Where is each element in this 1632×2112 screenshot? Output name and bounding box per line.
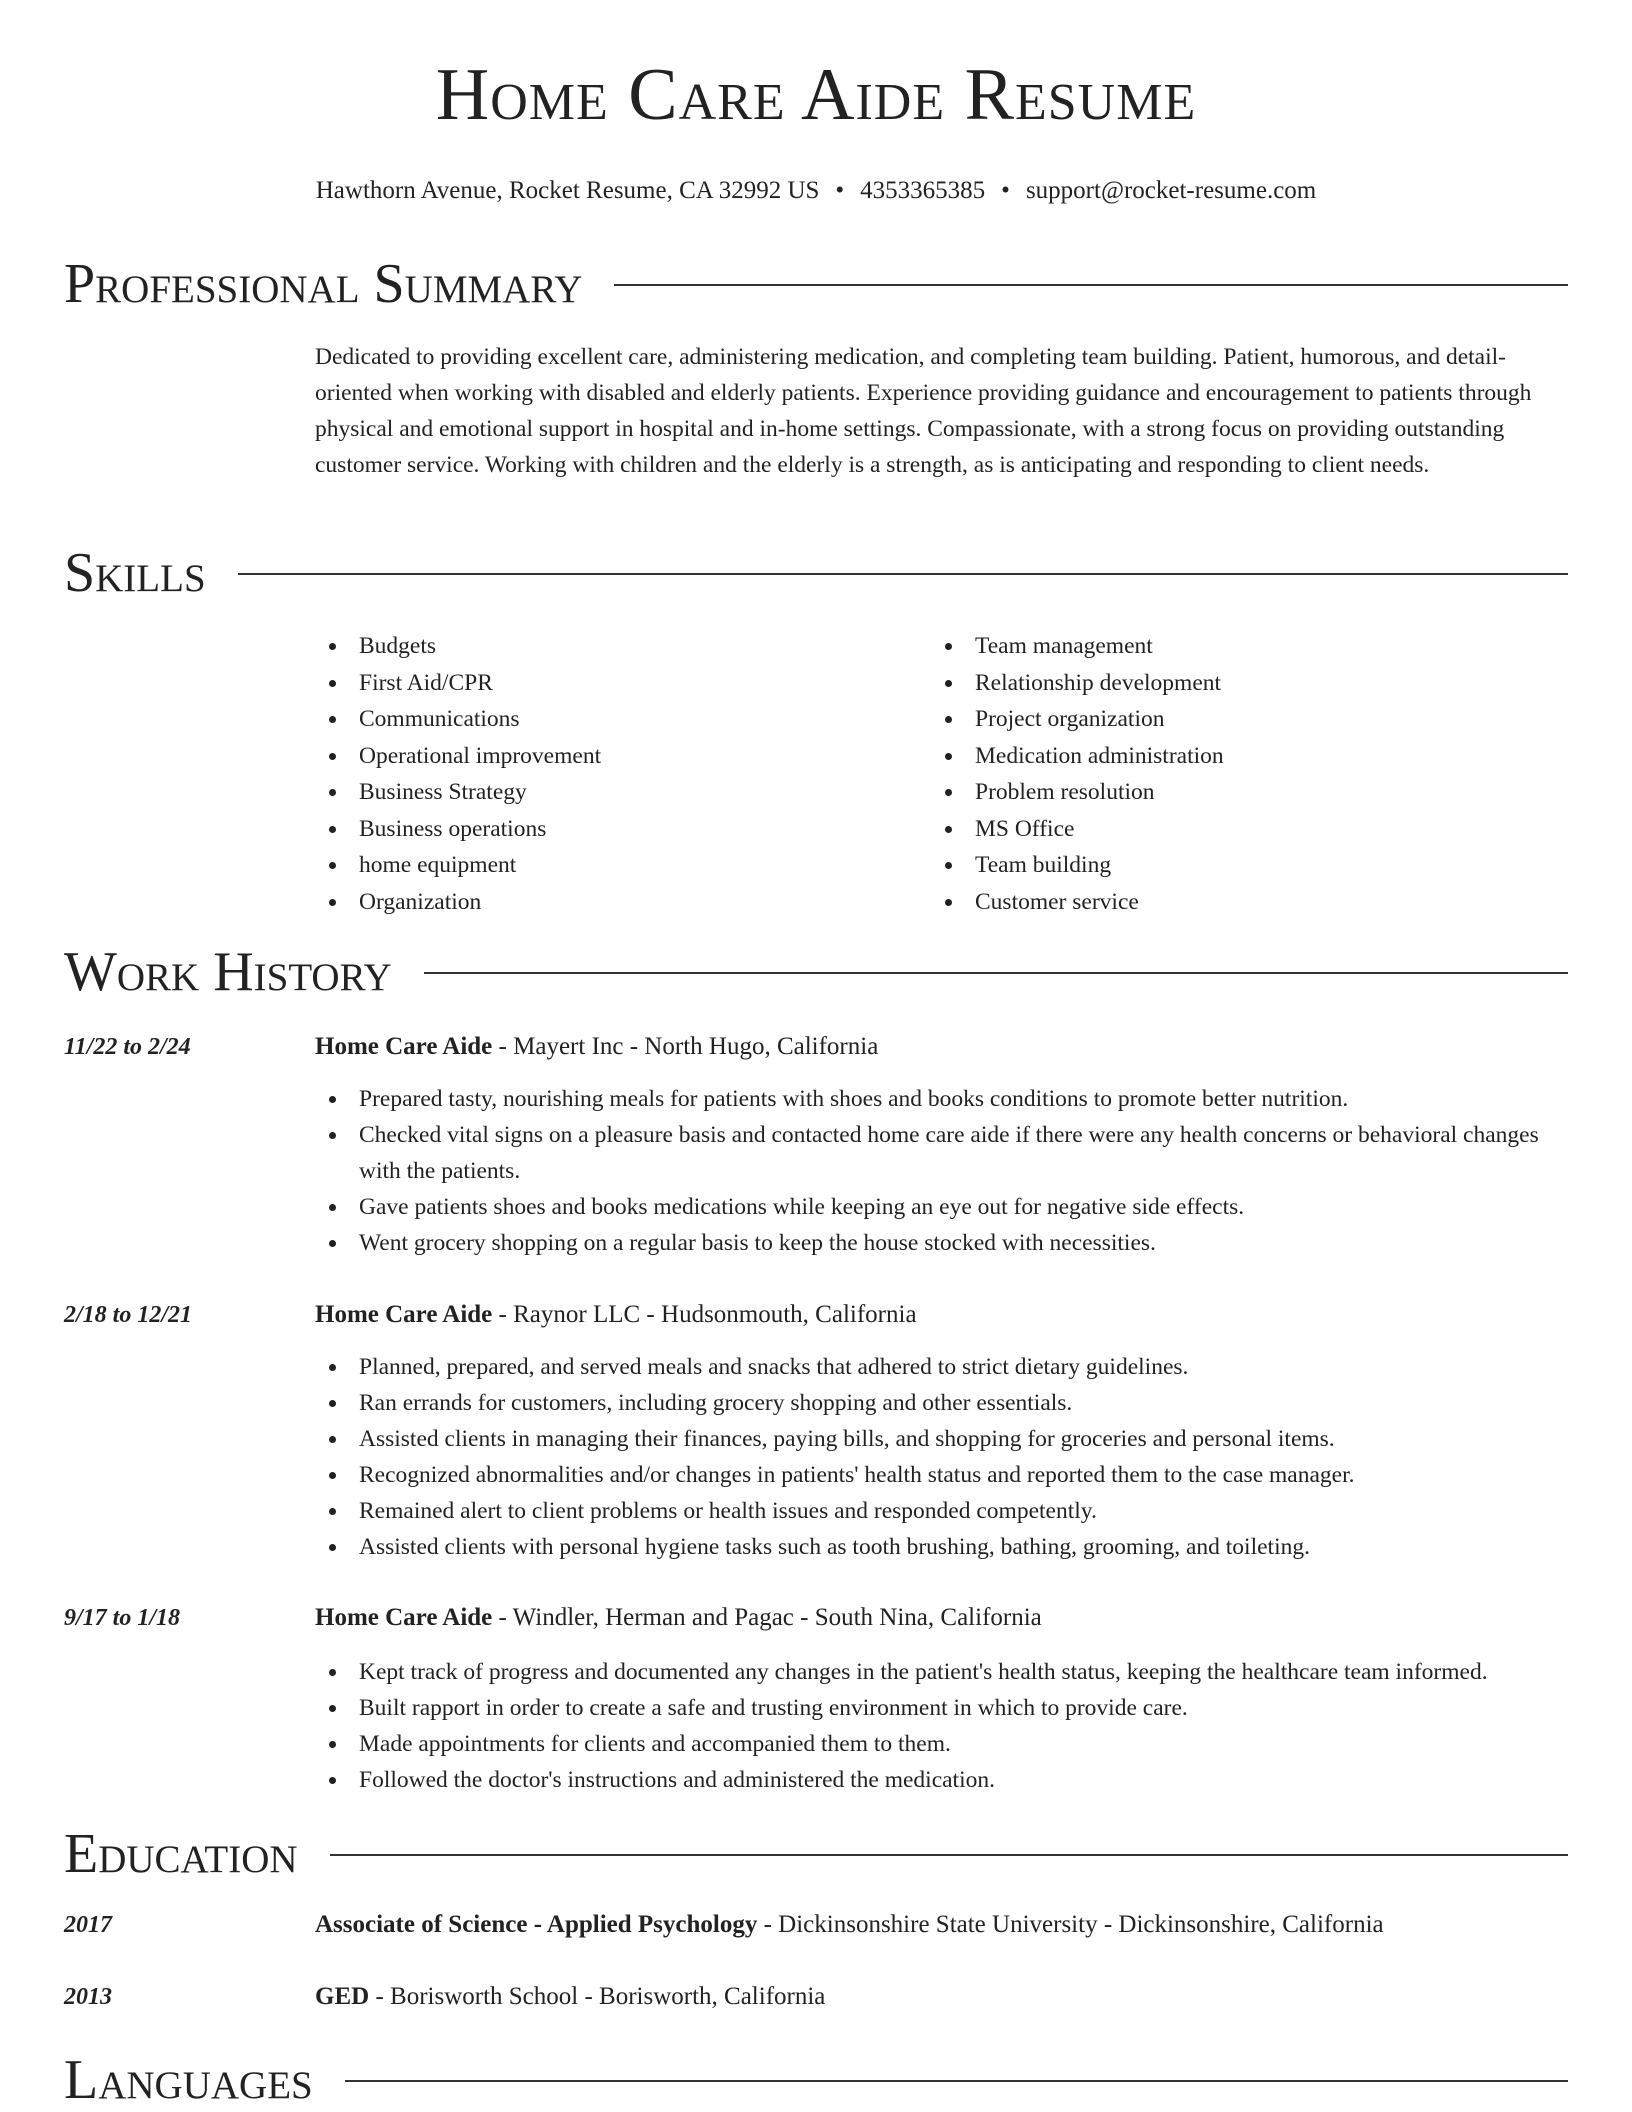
skill-item: Communications xyxy=(315,701,601,738)
skill-item: First Aid/CPR xyxy=(315,665,601,702)
languages-heading: Languages xyxy=(64,2049,313,2111)
skill-item: Problem resolution xyxy=(931,774,1224,811)
job-title: Home Care Aide xyxy=(315,1033,493,1060)
work-history-heading: Work History xyxy=(64,941,392,1003)
education-details: - Borisworth School - Borisworth, California xyxy=(369,1983,826,2010)
job-bullet: Assisted clients with personal hygiene tasks such as tooth brushing, bathing, grooming, and toileting. xyxy=(315,1529,1568,1565)
section-divider xyxy=(330,1854,1568,1856)
education-details: - Dickinsonshire State University - Dickinsonshire, California xyxy=(757,1911,1384,1938)
education-degree: Associate of Science - Applied Psychology xyxy=(315,1911,758,1938)
education-year: 2017 xyxy=(64,1912,112,1938)
education-degree: GED xyxy=(315,1983,370,2010)
job-bullets xyxy=(315,1654,1568,1798)
job-bullet: Recognized abnormalities and/or changes in patients' health status and reported them to the case manager. xyxy=(315,1457,1568,1493)
contact-address: Hawthorn Avenue, Rocket Resume, CA 32992 US xyxy=(315,177,820,204)
education-year: 2013 xyxy=(64,1984,112,2010)
skill-item: Organization xyxy=(315,884,601,921)
job-bullet: Went grocery shopping on a regular basis to keep the house stocked with necessities. xyxy=(315,1225,1568,1261)
job-title: Home Care Aide xyxy=(315,1604,493,1631)
section-divider xyxy=(345,2080,1568,2082)
skill-item: Team building xyxy=(931,847,1224,884)
education-entry xyxy=(315,1910,1568,1940)
summary-section-header xyxy=(64,254,1568,314)
education-heading: Education xyxy=(64,1823,298,1885)
job-header xyxy=(315,1300,1568,1330)
skills-heading: Skills xyxy=(64,542,206,604)
job-bullet: Ran errands for customers, including grocery shopping and other essentials. xyxy=(315,1385,1568,1421)
skill-item: MS Office xyxy=(931,811,1224,848)
job-bullet: Made appointments for clients and accompanied them to them. xyxy=(315,1726,1568,1762)
languages-section-header xyxy=(64,2050,1568,2110)
education-section-header xyxy=(64,1824,1568,1884)
skills-list-left xyxy=(315,628,601,920)
section-divider xyxy=(238,573,1568,575)
skill-item: Business operations xyxy=(315,811,601,848)
job-details: - Mayert Inc - North Hugo, California xyxy=(492,1033,879,1060)
job-bullet: Checked vital signs on a pleasure basis and contacted home care aide if there were any health concerns or behavioral changes with the patients. xyxy=(315,1117,1568,1189)
job-bullets xyxy=(315,1349,1568,1565)
job-bullet: Gave patients shoes and books medications while keeping an eye out for negative side effects. xyxy=(315,1189,1568,1225)
job-bullet: Prepared tasty, nourishing meals for patients with shoes and books conditions to promote better nutrition. xyxy=(315,1081,1568,1117)
job-bullet: Assisted clients in managing their finances, paying bills, and shopping for groceries and personal items. xyxy=(315,1421,1568,1457)
job-bullet: Planned, prepared, and served meals and snacks that adhered to strict dietary guidelines. xyxy=(315,1349,1568,1385)
job-header xyxy=(315,1032,1568,1062)
skill-item: Team management xyxy=(931,628,1224,665)
job-dates: 9/17 to 1/18 xyxy=(64,1605,181,1631)
skills-section-header xyxy=(64,543,1568,603)
job-bullets xyxy=(315,1081,1568,1261)
skill-item: Medication administration xyxy=(931,738,1224,775)
work-history-section-header xyxy=(64,942,1568,1002)
contact-email[interactable]: support@rocket-resume.com xyxy=(1025,177,1317,204)
job-bullet: Followed the doctor's instructions and administered the medication. xyxy=(315,1762,1568,1798)
skill-item: Project organization xyxy=(931,701,1224,738)
contact-separator: • xyxy=(835,177,845,204)
job-title: Home Care Aide xyxy=(315,1301,493,1328)
contact-phone: 4353365385 xyxy=(860,177,986,204)
job-bullet: Built rapport in order to create a safe and trusting environment in which to provide care. xyxy=(315,1690,1568,1726)
summary-text: Dedicated to providing excellent care, administering medication, and completing team building. Patient, humorous, and detail-oriented when working with disabled and elderly patients. Experience providing guidance and encouragement to patients through physical and emotional support in hospital and in-home settings. Compassionate, with a strong focus on providing outstanding customer service. Working with children and the elderly is a strength, as is anticipating and responding to client needs. xyxy=(315,344,1532,478)
education-entry xyxy=(315,1982,1568,2012)
skill-item: Operational improvement xyxy=(315,738,601,775)
job-bullet: Kept track of progress and documented any changes in the patient's health status, keeping the healthcare team informed. xyxy=(315,1654,1568,1690)
job-dates: 2/18 to 12/21 xyxy=(64,1302,193,1328)
job-details: - Windler, Herman and Pagac - South Nina, California xyxy=(492,1604,1042,1631)
skills-list-right xyxy=(931,628,1224,920)
skill-item: Customer service xyxy=(931,884,1224,921)
skill-item: Relationship development xyxy=(931,665,1224,702)
section-divider xyxy=(614,284,1568,286)
skill-item: home equipment xyxy=(315,847,601,884)
resume-title: Home Care Aide Resume xyxy=(435,54,1197,136)
contact-line xyxy=(0,176,1632,206)
job-bullet: Remained alert to client problems or health issues and responded competently. xyxy=(315,1493,1568,1529)
contact-separator: • xyxy=(1001,177,1010,204)
summary-heading: Professional Summary xyxy=(64,253,583,315)
skill-item: Business Strategy xyxy=(315,774,601,811)
section-divider xyxy=(424,972,1568,974)
job-header xyxy=(315,1603,1568,1633)
job-dates: 11/22 to 2/24 xyxy=(64,1034,191,1060)
job-details: - Raynor LLC - Hudsonmouth, California xyxy=(492,1301,917,1328)
skill-item: Budgets xyxy=(315,628,601,665)
